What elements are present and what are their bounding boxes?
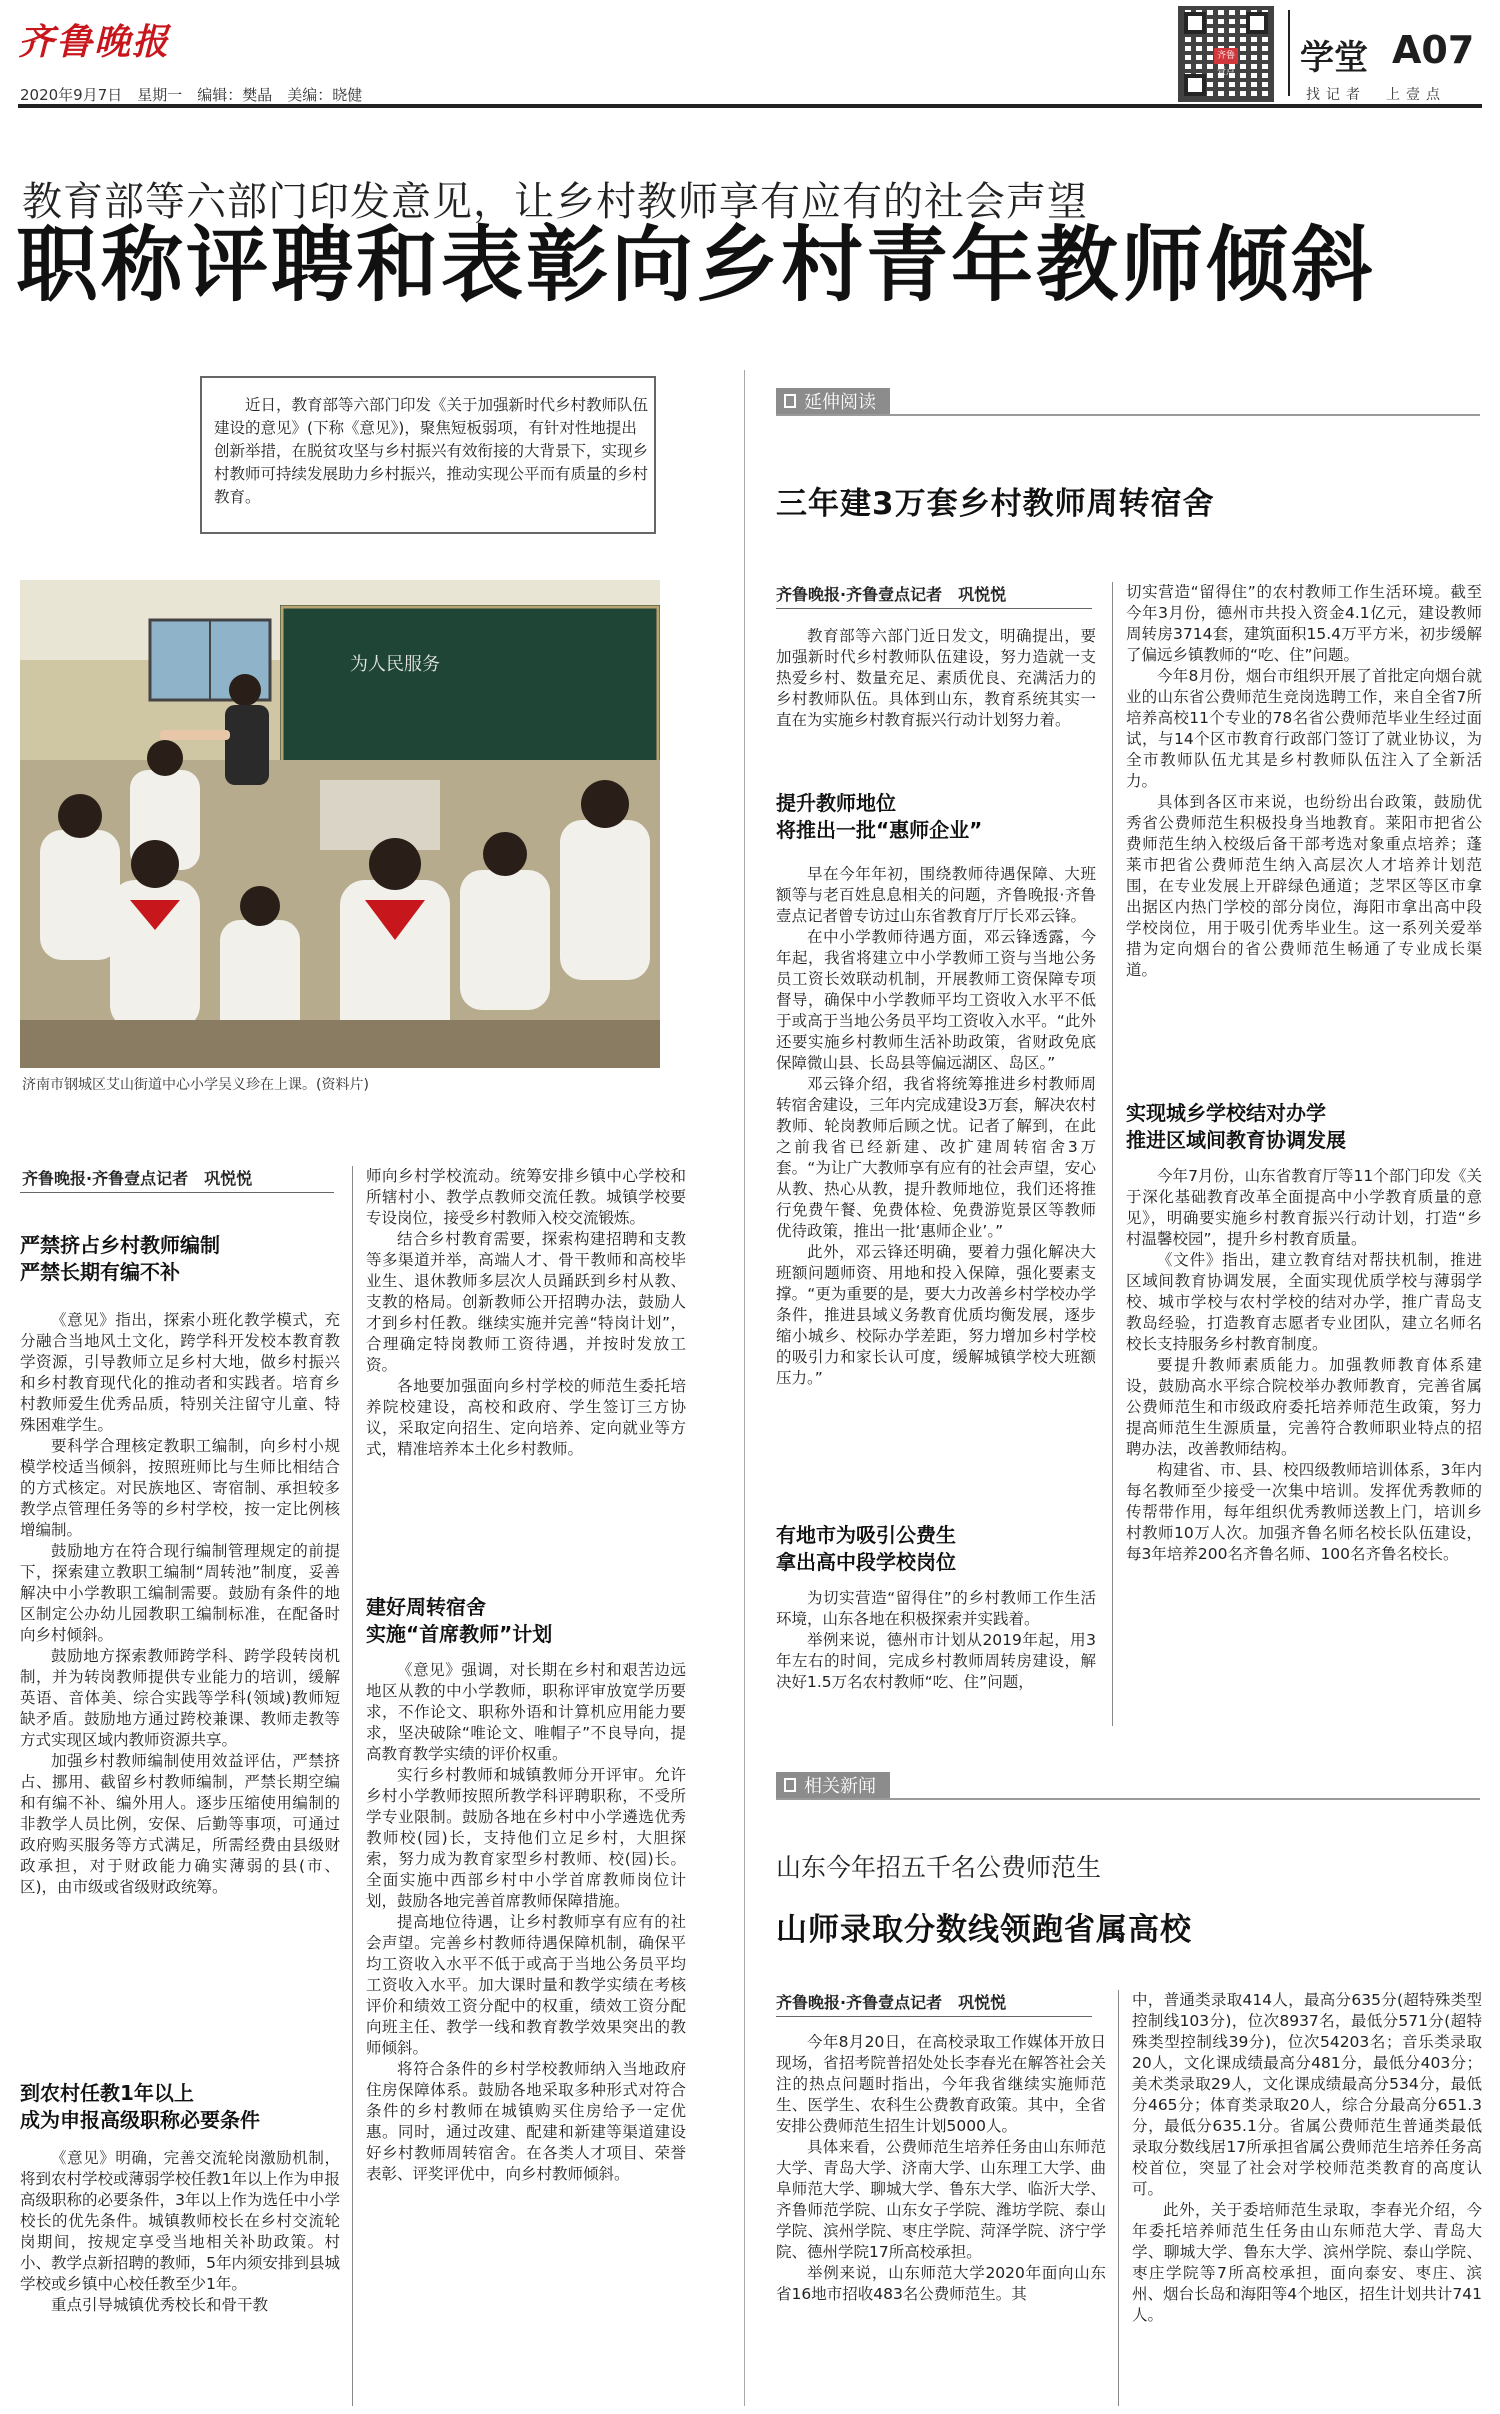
paragraph: 此外，关于委培师范生录取，李春光介绍，今年委托培养师范生任务由山东师范大学、青岛大学、聊城大学、鲁东大学、滨州学院、泰山学院、枣庄学院等7所高校承担，面向泰安、枣庄、滨州、烟台长岛和海阳等4个地区，招生计划共计741人。 — [1132, 2201, 1482, 2324]
qr-code-icon — [1178, 6, 1274, 102]
paragraph: 实行乡村教师和城镇教师分开评审。允许乡村小学教师按照所教学科评聘职称，不受所学专业限制。鼓励各地在乡村中小学遴选优秀教师校(园)长，支持他们立足乡村，大胆探索，努力成为教育家型乡村教师、校(园)长。全面实施中西部乡村中小学首席教师岗位计划，鼓励各地完善首席教师保障措施。 — [366, 1766, 686, 1910]
paragraph: 鼓励地方在符合现行编制管理规定的前提下，探索建立教职工编制“周转池”制度，妥善解决中小学教职工编制需要。鼓励有条件的地区制定公办幼儿园教职工编制标准，在配备时向乡村倾斜。 — [20, 1542, 340, 1644]
paragraph: 提高地位待遇，让乡村教师享有应有的社会声望。完善乡村教师待遇保障机制，确保平均工资收入水平不低于或高于当地公务员平均工资收入水平。加大课时量和教学实绩在考核评价和绩效工资分配中的权重，绩效工资分配向班主任、教学一线和教育教学效果突出的教师倾斜。 — [366, 1913, 686, 2057]
paragraph: 举例来说，德州市计划从2019年起，用3年左右的时间，完成乡村教师周转房建设，解决好1.5万名农村教师“吃、住”问题， — [776, 1631, 1096, 1691]
paragraph: 为切实营造“留得住”的乡村教师工作生活环境，山东各地在积极探索并实践着。 — [776, 1589, 1096, 1628]
side1-colA-body-2 — [776, 864, 1096, 1389]
side1-colA-heading-2: 有地市为吸引公费生 拿出高中段学校岗位 — [776, 1523, 956, 1574]
newspaper-logo: 齐鲁晚报 — [18, 21, 171, 63]
article-headline: 职称评聘和表彰向乡村青年教师倾斜 — [16, 218, 1377, 313]
column-rule — [352, 1166, 353, 2406]
dateline: 2020年9月7日 星期一 编辑：樊晶 美编：晓健 — [20, 86, 363, 104]
side2-colA-body — [776, 2032, 1106, 2305]
paragraph: 加强乡村教师编制使用效益评估，严禁挤占、挪用、截留乡村教师编制，严禁长期空编和有编不补、编外用人。逐步压缩使用编制的非教学人员比例，安保、后勤等事项，可通过政府购买服务等方式满足，所需经费由县级财政承担，对于财政能力确实薄弱的县(市、区)，由市级或省级财政统筹。 — [20, 1752, 340, 1896]
page-number: A07 — [1392, 28, 1475, 72]
paragraph: 中，普通类录取414人，最高分635分(超特殊类型控制线103分)，位次8937名，最低分571分(超特殊类型控制线39分)，位次54203名；音乐类录取20人，文化课成绩最高分481分，最低分403分；美术类录取29人，文化课成绩最高分534分，最低分465分；体育类录取20人，综合分最高分651.3分，最低分635.1分。省属公费师范生普通类最低录取分数线居17所承担省属公费师范生培养任务高校首位，突显了社会对学校师范类教育的高度认可。 — [1132, 1991, 1482, 2198]
paragraph: 《意见》明确，完善交流轮岗激励机制，将到农村学校或薄弱学校任教1年以上作为申报高级职称的必要条件，3年以上作为选任中小学校长的优先条件。城镇教师校长在乡村交流轮岗期间，按规定享受当地相关补助政策。村小、教学点新招聘的教师，5年内须安排到县城学校或乡镇中心校任教至少1年。 — [20, 2149, 340, 2293]
side1-byline: 齐鲁晚报·齐鲁壹点记者 巩悦悦 — [776, 585, 1007, 604]
section-divider — [1288, 10, 1290, 96]
byline-rule — [20, 1192, 334, 1193]
paragraph: 今年7月份，山东省教育厅等11个部门印发《关于深化基础教育改革全面提高中小学教育质量的意见》，明确要实施乡村教育振兴行动计划，打造“乡村温馨校园”，提升乡村教育质量。 — [1126, 1167, 1482, 1248]
paragraph: 在中小学教师待遇方面，邓云锋透露，今年起，我省将建立中小学教师工资与当地公务员工资长效联动机制，开展教师工资保障专项督导，确保中小学教师平均工资收入水平不低于或高于当地公务员平均工资收入水平。“此外还要实施乡村教师生活补助政策，省财政免底保障微山县、长岛县等偏远湖区、岛区。” — [776, 928, 1096, 1072]
main-byline: 齐鲁晚报·齐鲁壹点记者 巩悦悦 — [22, 1169, 253, 1188]
classroom-photo — [20, 580, 660, 1068]
paragraph: 构建省、市、县、校四级教师培训体系，3年内每名教师至少接受一次集中培训。发挥优秀教师的传帮带作用，每年组织优秀教师送教上门，培训乡村教师10万人次。加强齐鲁名师名校长队伍建设，每3年培养200名齐鲁名师、100名齐鲁名校长。 — [1126, 1461, 1482, 1563]
top-rule — [18, 104, 1482, 108]
side1-colA-body-3 — [776, 1588, 1096, 1693]
main-col2-body-2 — [366, 1660, 686, 2185]
paragraph: 师向乡村学校流动。统筹安排乡镇中心学校和所辖村小、教学点教师交流任教。城镇学校要专设岗位，接受乡村教师入校交流锻炼。 — [366, 1167, 686, 1227]
paragraph: 切实营造“留得住”的农村教师工作生活环境。截至今年3月份，德州市共投入资金4.1亿元，建设教师周转房3714套，建筑面积15.4万平方米，初步缓解了偏远乡镇教师的“吃、住”问题。 — [1126, 583, 1482, 664]
paragraph: 要提升教师素质能力。加强教师教育体系建设，鼓励高水平综合院校举办教师教育，完善省属公费师范生和市级政府委托培养师范生政策，努力提高师范生生源质量，完善符合教师职业特点的招聘办法，改善教师结构。 — [1126, 1356, 1482, 1458]
section-name: 学堂 — [1300, 38, 1368, 78]
main-col1-heading-1: 严禁挤占乡村教师编制 严禁长期有编不补 — [20, 1233, 220, 1284]
section-rule — [776, 414, 1480, 416]
side2-byline: 齐鲁晚报·齐鲁壹点记者 巩悦悦 — [776, 1993, 1007, 2012]
paragraph: 要科学合理核定教职工编制，向乡村小规模学校适当倾斜，按照班师比与生师比相结合的方式核定。对民族地区、寄宿制、承担较多教学点管理任务等的乡村学校，按一定比例核增编制。 — [20, 1437, 340, 1539]
paragraph: 举例来说，山东师范大学2020年面向山东省16地市招收483名公费师范生。其 — [776, 2264, 1106, 2303]
paragraph: 早在今年年初，围绕教师待遇保障、大班额等与老百姓息息相关的问题，齐鲁晚报·齐鲁壹点记者曾专访过山东省教育厅厅长邓云锋。 — [776, 865, 1096, 925]
paragraph: 邓云锋介绍，我省将统筹推进乡村教师周转宿舍建设，三年内完成建设3万套，解决农村教师、轮岗教师后顾之忧。记者了解到，在此之前我省已经新建、改扩建周转宿舍3万套。“为让广大教师享有应有的社会声望，安心从教、热心从教，提升教师地位，我们还将推行免费午餐、免费体检、免费游览景区等教师优待政策，推出一批‘惠师企业’。” — [776, 1075, 1096, 1240]
paragraph: 重点引导城镇优秀校长和骨干教 — [51, 2296, 269, 2314]
blackboard-text: 为人民服务 — [350, 654, 440, 675]
side1-colB-body-2 — [1126, 1166, 1482, 1565]
side2-subhead: 山东今年招五千名公费师范生 — [776, 1853, 1102, 1882]
paragraph: 《文件》指出，建立教育结对帮扶机制，推进区域间教育协调发展，全面实现优质学校与薄弱学校、城市学校与农村学校的结对办学，推广青岛支教岛经验，打造教育志愿者专业团队，建立名师名校长支持服务乡村教育制度。 — [1126, 1251, 1482, 1353]
column-rule — [744, 370, 745, 2406]
paragraph: 具体来看，公费师范生培养任务由山东师范大学、青岛大学、济南大学、山东理工大学、曲阜师范大学、聊城大学、鲁东大学、临沂大学、齐鲁师范学院、山东女子学院、潍坊学院、泰山学院、滨州学院、枣庄学院、菏泽学院、济宁学院、德州学院17所高校承担。 — [776, 2138, 1106, 2261]
main-col1-body-2 — [20, 2148, 340, 2316]
side2-headline: 山师录取分数线领跑省属高校 — [776, 1912, 1192, 1948]
section-label-extended-reading: 延伸阅读 — [776, 388, 890, 414]
byline-rule — [776, 608, 1092, 609]
article-subhead: 教育部等六部门印发意见，让乡村教师享有应有的社会声望 — [22, 179, 1088, 225]
paragraph: 今年8月份，烟台市组织开展了首批定向烟台就业的山东省公费师范生竞岗选聘工作，来自全省7所培养高校11个专业的78名省公费师范毕业生经过面试，与14个区市教育行政部门签订了就业协议，为全市教师队伍尤其是乡村教师队伍注入了全新活力。 — [1126, 667, 1482, 790]
paragraph: 具体到各区市来说，也纷纷出台政策，鼓励优秀省公费师范生积极投身当地教育。莱阳市把省公费师范生纳入校级后备干部考选对象重点培养；蓬莱市把省公费师范生纳入高层次人才培养计划范围，在专业发展上开辟绿色通道；芝罘区等区市拿出据区内热门学校的部分岗位，海阳市拿出高中段学校岗位，用于吸引优秀毕业生。这一系列关爱举措为定向烟台的省公费师范生畅通了专业成长渠道。 — [1126, 793, 1482, 979]
paragraph: 将符合条件的乡村学校教师纳入当地政府住房保障体系。鼓励各地采取多种形式对符合条件的乡村教师在城镇购买住房给予一定优惠。同时，通过改建、配建和新建等渠道建设好乡村教师周转宿舍。在各类人才项目、荣誉表彰、评奖评优中，向乡村教师倾斜。 — [366, 2060, 686, 2183]
side1-colA-body-1 — [776, 626, 1096, 731]
paragraph: 各地要加强面向乡村学校的师范生委托培养院校建设，高校和政府、学生签订三方协议，采取定向招生、定向培养、定向就业等方式，精准培养本土化乡村教师。 — [366, 1377, 686, 1458]
paragraph: 鼓励地方探索教师跨学科、跨学段转岗机制，并为转岗教师提供专业能力的培训，缓解英语、音体美、综合实践等学科(领域)教师短缺矛盾。鼓励地方通过跨校兼课、教师走教等方式实现区域内教师资源共享。 — [20, 1647, 340, 1749]
section-subtitle: 找记者 上壹点 — [1306, 87, 1446, 103]
side1-headline: 三年建3万套乡村教师周转宿舍 — [776, 486, 1215, 522]
main-col1-body-1 — [20, 1310, 340, 1898]
qr-badge: 齐鲁壹点 — [1214, 48, 1238, 64]
column-rule — [1118, 1990, 1119, 2406]
side1-colB-body-1 — [1126, 582, 1482, 981]
photo-caption: 济南市钢城区艾山街道中心小学吴义珍在上课。(资料片) — [22, 1077, 369, 1093]
paragraph: 结合乡村教育需要，探索构建招聘和支教等多渠道并举，高端人才、骨干教师和高校毕业生、退休教师多层次人员踊跃到乡村从教、支教的格局。创新教师公开招聘办法，鼓励人才到乡村任教。继续实施并完善“特岗计划”，合理确定特岗教师工资待遇，并按时发放工资。 — [366, 1230, 686, 1374]
main-col1-heading-2: 到农村任教1年以上 成为申报高级职称必要条件 — [20, 2081, 260, 2132]
main-col2-heading-1: 建好周转宿舍 实施“首席教师”计划 — [366, 1595, 553, 1646]
main-col2-body-1 — [366, 1166, 686, 1460]
paragraph: 《意见》指出，探索小班化教学模式，充分融合当地风土文化，跨学科开发校本教育教学资源，引导教师立足乡村大地，做乡村振兴和乡村教育现代化的推动者和实践者。培育乡村教师爱生优秀品质，特别关注留守儿童、特殊困难学生。 — [20, 1311, 340, 1434]
paragraph: 今年8月20日，在高校录取工作媒体开放日现场，省招考院普招处处长李春光在解答社会关注的热点问题时指出，今年我省继续实施师范生、医学生、农科生公费教育政策。其中，全省安排公费师范生招生计划5000人。 — [776, 2033, 1106, 2135]
paragraph: 教育部等六部门近日发文，明确提出，要加强新时代乡村教师队伍建设，努力造就一支热爱乡村、数量充足、素质优良、充满活力的乡村教师队伍。具体到山东，教育系统其实一直在为实施乡村教育振兴行动计划努力着。 — [776, 627, 1096, 729]
paragraph: 《意见》强调，对长期在乡村和艰苦边远地区从教的中小学教师，职称评审放宽学历要求，不作论文、职称外语和计算机应用能力要求，坚决破除“唯论文、唯帽子”不良导向，提高教育教学实绩的评价权重。 — [366, 1661, 686, 1763]
column-rule — [1112, 582, 1113, 1726]
section-rule — [776, 1798, 1480, 1800]
byline-rule — [776, 2016, 1092, 2017]
side2-colB-body — [1132, 1990, 1482, 2326]
side1-colB-heading-1: 实现城乡学校结对办学 推进区域间教育协调发展 — [1126, 1101, 1346, 1152]
lead-text: 近日，教育部等六部门印发《关于加强新时代乡村教师队伍建设的意见》(下称《意见》)，聚焦短板弱项，有针对性地提出创新举措，在脱贫攻坚与乡村振兴有效衔接的大背景下，实现乡村教师可持续发展助力乡村振兴，推动实现公平而有质量的乡村教育。 — [214, 396, 649, 506]
side1-colA-heading-1: 提升教师地位 将推出一批“惠师企业” — [776, 791, 983, 842]
paragraph: 此外，邓云锋还明确，要着力强化解决大班额问题师资、用地和投入保障，强化要素支撑。“更为重要的是，要大力改善乡村学校办学条件，推进县域义务教育优质均衡发展，逐步缩小城乡、校际办学差距，努力增加乡村学校的吸引力和家长认可度，缓解城镇学校大班额压力。” — [776, 1243, 1096, 1387]
section-label-related-news: 相关新闻 — [776, 1772, 890, 1798]
